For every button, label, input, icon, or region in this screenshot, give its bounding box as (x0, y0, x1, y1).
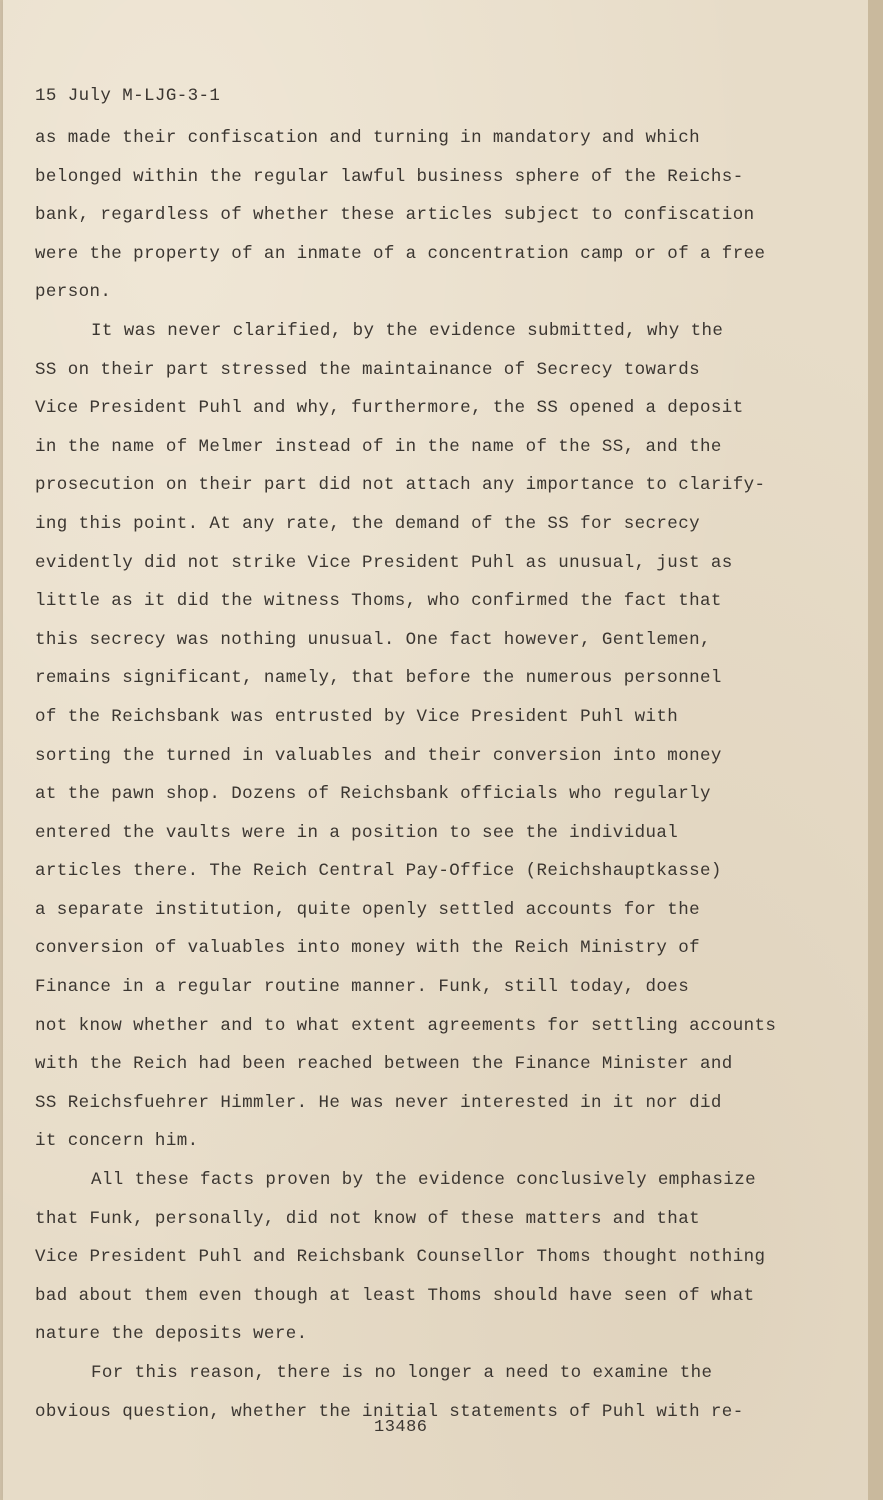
text-line: were the property of an inmate of a concentration camp or of a free (35, 243, 766, 264)
text-line: this secrecy was nothing unusual. One fact however, Gentlemen, (35, 629, 711, 650)
text-line: bank, regardless of whether these articles subject to confiscation (35, 205, 755, 226)
text-line: a separate institution, quite openly settled accounts for the (35, 899, 701, 920)
text-line: Vice President Puhl and Reichsbank Counsellor Thoms thought nothing (35, 1247, 766, 1268)
text-line: sorting the turned in valuables and their conversion into money (35, 745, 722, 766)
text-line: bad about them even though at least Thoms should have seen of what (35, 1285, 755, 1306)
text-line: For this reason, there is no longer a need to examine the (91, 1363, 713, 1383)
text-line: articles there. The Reich Central Pay-Office (Reichshauptkasse) (35, 861, 722, 882)
page-edge (868, 0, 883, 1500)
text-line: All these facts proven by the evidence conclusively emphasize (91, 1170, 757, 1191)
page-number: 13486 (374, 1418, 428, 1437)
text-line: remains significant, namely, that before the numerous personnel (35, 668, 722, 689)
text-line: person. (35, 282, 112, 303)
text-line: little as it did the witness Thoms, who confirmed the fact that (35, 591, 722, 612)
text-line: SS Reichsfuehrer Himmler. He was never interested in it nor did (35, 1092, 722, 1113)
text-line: nature the deposits were. (35, 1324, 308, 1345)
text-line: It was never clarified, by the evidence submitted, why the (91, 320, 724, 341)
text-line: prosecution on their part did not attach any importance to clarify- (35, 475, 766, 496)
text-line: evidently did not strike Vice President Puhl as unusual, just as (35, 552, 733, 573)
text-line: that Funk, personally, did not know of these matters and that (35, 1208, 701, 1229)
text-lines (35, 119, 835, 1431)
text-line: belonged within the regular lawful business sphere of the Reichs- (35, 166, 744, 187)
text-line: with the Reich had been reached between the Finance Minister and (35, 1054, 733, 1075)
text-line: it concern him. (35, 1131, 199, 1152)
text-line: not know whether and to what extent agreements for settling accounts (35, 1015, 777, 1036)
text-line: conversion of valuables into money with the Reich Ministry of (35, 938, 701, 959)
text-line: in the name of Melmer instead of in the name of the SS, and the (35, 436, 722, 457)
text-line: of the Reichsbank was entrusted by Vice President Puhl with (35, 706, 679, 727)
document-header: 15 July M-LJG-3-1 (35, 86, 221, 106)
text-line: as made their confiscation and turning in mandatory and which (35, 128, 701, 148)
text-line: Vice President Puhl and why, furthermore, the SS opened a deposit (35, 398, 744, 419)
text-line: entered the vaults were in a position to see the individual (35, 822, 679, 843)
text-line: obvious question, whether the initial statements of Puhl with re- (35, 1401, 744, 1422)
document-page (3, 0, 868, 1500)
text-line: Finance in a regular routine manner. Funk, still today, does (35, 977, 690, 998)
text-line: at the pawn shop. Dozens of Reichsbank officials who regularly (35, 784, 711, 805)
text-line: SS on their part stressed the maintainance of Secrecy towards (35, 359, 701, 380)
text-line: ing this point. At any rate, the demand of the SS for secrecy (35, 513, 701, 534)
typed-text-body (35, 74, 835, 1431)
